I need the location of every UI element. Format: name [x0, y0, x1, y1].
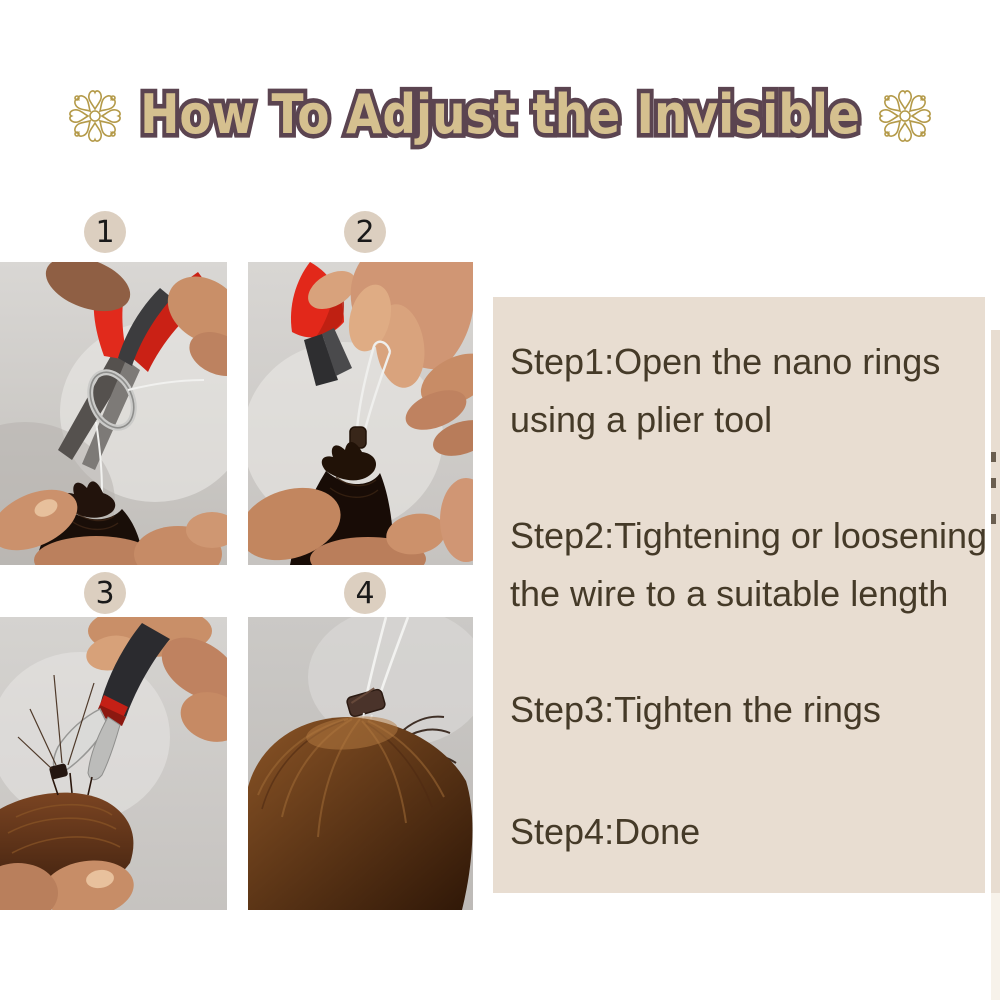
photo-step2-illustration	[248, 262, 473, 565]
cropped-text-fragment	[991, 452, 996, 462]
photo-step4-illustration	[248, 617, 473, 910]
photo-step3-tighten-ring	[0, 617, 227, 910]
step-2-line-2: the wire to a suitable length	[510, 573, 949, 614]
floral-snowflake-ornament-icon	[62, 84, 128, 148]
cropped-text-fragment	[991, 514, 996, 524]
photo-step2-pull-wire	[248, 262, 473, 565]
step-3-line-1: Step3:Tighten the rings	[510, 689, 881, 730]
photo-number-badge-3: 3	[84, 572, 126, 614]
instructions-panel	[493, 297, 985, 893]
photo-step3-illustration	[0, 617, 227, 910]
photo-number-badge-4: 4	[344, 572, 386, 614]
cropped-text-fragment	[991, 478, 996, 488]
floral-snowflake-ornament-icon	[872, 84, 938, 148]
step-1-line-1: Step1:Open the nano rings	[510, 341, 941, 382]
photo-step1-illustration	[0, 262, 227, 565]
step-1-line-2: using a plier tool	[510, 399, 773, 440]
photo-number-badge-1: 1	[84, 211, 126, 253]
step-1-text	[510, 333, 985, 449]
step-4-text	[510, 803, 985, 861]
step-2-text	[510, 507, 985, 623]
title-row	[0, 84, 1000, 148]
cropped-panel-edge-faint	[991, 893, 1000, 1000]
step-4-line-1: Step4:Done	[510, 811, 701, 852]
photo-step4-finished-on-head	[248, 617, 473, 910]
step-3-text	[510, 681, 985, 739]
page-title: How To Adjust the Invisible How To Adjust the Invisible	[140, 79, 860, 153]
photo-step1-open-ring-with-plier	[0, 262, 227, 565]
cropped-panel-edge	[991, 330, 1000, 893]
photo-number-badge-2: 2	[344, 211, 386, 253]
step-2-line-1: Step2:Tightening or loosening	[510, 515, 987, 556]
